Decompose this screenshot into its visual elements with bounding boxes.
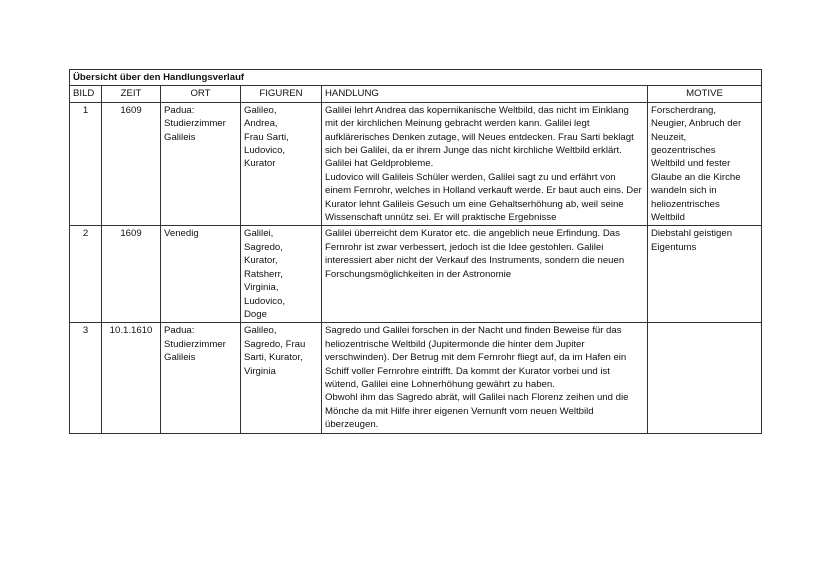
figur-line: Galileo, [244,325,277,337]
figur-line: Doge [244,308,267,320]
cell-ort [161,323,241,433]
figur-line: Galileo, [244,104,277,116]
handlung-paragraph: Ludovico will Galileis Schüler werden, Galilei sagt zu und erfährt von einem Fernrohr, welches in Holland verkauft werde. Er baut auch eins. Der Kurator lehnt Galileis Gesuch um eine Gehaltserhöhung ab, weil seine Wissenschaft unnütz sei. Er will praktische Ergebnisse [325,171,642,224]
table-row [70,226,762,323]
ort-line: Studierzimmer [164,118,226,130]
cell-bild: 2 [70,226,102,323]
handlung-paragraph: Galilei lehrt Andrea das kopernikanische Weltbild, das nicht im Einklang mit der kirchlichen Meinung gebracht werden kann. Galilei legt aufklärerisches Denken zutage, will Neues entdecken. Frau Sarti beklagt sich bei Galilei, da er ihrem Junge das nicht kirchliche Weltbild erklärt. Galilei hat Geldprobleme. [325,104,634,170]
figur-line: Sagredo, Frau [244,338,306,350]
ort-line: Studierzimmer [164,338,226,350]
figur-line: Andrea, [244,118,278,130]
motiv-line: Forscherdrang, [651,104,717,116]
figur-line: Sagredo, [244,241,283,253]
ort-line: Padua: [164,104,195,116]
header-ort: ORT [161,86,241,102]
motiv-line: geozentrisches [651,145,716,157]
ort-line: Venedig [164,228,199,240]
handlung-paragraph: Galilei überreicht dem Kurator etc. die angeblich neue Erfindung. Das Fernrohr ist zwar verbessert, jedoch ist die Idee gestohlen. Galilei interessiert aber nicht der Verkauf des Instruments, sondern die neuen Forschungsmöglichkeiten in der Astronomie [325,228,625,280]
cell-motive [648,323,762,433]
figur-line: Virginia, [244,282,279,294]
cell-ort [161,102,241,226]
cell-motive [648,226,762,323]
handlung-paragraph: Obwohl ihm das Sagredo abrät, will Galilei nach Florenz zeihen und die Mönche da mit Hilfe ihrer eigenen Vernunft vom neuen Weltbild überzeugen. [325,392,629,431]
motiv-line: Eigentums [651,241,697,253]
cell-figuren [241,323,322,433]
table-header-row [70,86,762,102]
figur-line: Ratsherr, [244,268,283,280]
motiv-line: Weltbild [651,212,685,224]
header-motive: MOTIVE [648,86,762,102]
handlung-paragraph: Sagredo und Galilei forschen in der Nacht und finden Beweise für das heliozentrische Weltbild (Jupitermonde die hinter dem Jupiter verschwinden). Der Betrug mit dem Fernrohr fliegt auf, da im Hafen ein Schiff voller Fernrohre eintrifft. Da kommt der Kurator vorbei und ist wütend, Galilei eine Lohnerhöhung gewährt zu haben. [325,325,627,390]
figur-line: Frau Sarti, [244,131,289,143]
motiv-line: Neuzeit, [651,131,687,143]
cell-zeit: 1609 [102,102,161,226]
cell-figuren [241,226,322,323]
figur-line: Kurator, [244,255,278,267]
cell-handlung [322,226,648,323]
header-bild: BILD [70,86,102,102]
cell-handlung [322,323,648,433]
figur-line: Sarti, Kurator, [244,352,303,364]
table-row [70,102,762,226]
figur-line: Ludovico, [244,295,286,307]
table-body [70,102,762,433]
plot-overview-table [69,69,762,434]
figur-line: Kurator [244,158,276,170]
header-figuren: FIGUREN [241,86,322,102]
table-row [70,323,762,433]
figur-line: Galilei, [244,228,274,240]
figur-line: Virginia [244,365,276,377]
cell-handlung [322,102,648,226]
ort-line: Galileis [164,352,196,364]
cell-zeit: 1609 [102,226,161,323]
figur-line: Ludovico, [244,145,286,157]
cell-motive [648,102,762,226]
header-zeit: ZEIT [102,86,161,102]
motiv-line: Diebstahl geistigen [651,228,733,240]
table-title-row [70,70,762,86]
motiv-line: Weltbild und fester [651,158,731,170]
motiv-line: wandeln sich in [651,185,717,197]
ort-line: Galileis [164,131,196,143]
cell-figuren [241,102,322,226]
cell-zeit: 10.1.1610 [102,323,161,433]
cell-bild: 1 [70,102,102,226]
table-title: Übersicht über den Handlungsverlauf [70,70,762,86]
cell-bild: 3 [70,323,102,433]
ort-line: Padua: [164,325,195,337]
cell-ort [161,226,241,323]
header-handlung: HANDLUNG [322,86,648,102]
motiv-line: Neugier, Anbruch der [651,118,742,130]
motiv-line: heliozentrisches [651,198,720,210]
motiv-line: Glaube an die Kirche [651,171,741,183]
